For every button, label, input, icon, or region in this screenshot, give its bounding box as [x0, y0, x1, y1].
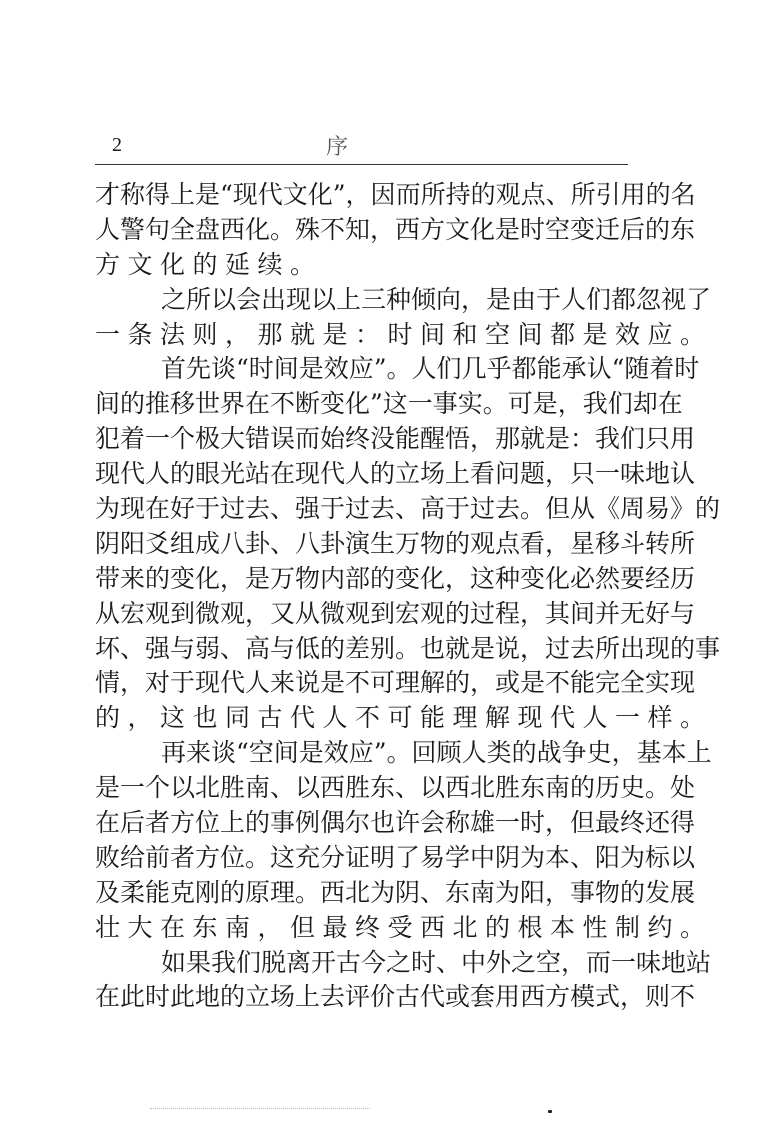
- text-line: 及柔能克刚的原理。西北为阴、东南为阳，事物的发展: [95, 877, 696, 907]
- text-line: 再来谈“空间是效应”。回顾人类的战争史，基本上: [161, 738, 712, 768]
- text-line: 从宏观到微观，又从微观到宏观的过程，其间并无好与: [95, 598, 696, 628]
- scan-noise: [150, 1108, 370, 1110]
- text-line: 人警句全盘西化。殊不知，西方文化是时空变迁后的东: [95, 214, 696, 244]
- text-line: 情，对于现代人来说是不可理解的，或是不能完全实现: [95, 668, 696, 698]
- text-line: 带来的变化，是万物内部的变化，这种变化必然要经历: [95, 563, 696, 593]
- paragraph: [95, 736, 713, 945]
- text-line: 阴阳爻组成八卦、八卦演生万物的观点看，星移斗转所: [95, 528, 696, 558]
- text-line: 间的推移世界在不断变化”这一事实。可是，我们却在: [95, 389, 683, 419]
- running-head: 序: [326, 135, 349, 160]
- text-line: 首先谈“时间是效应”。人们几乎都能承认“随着时: [161, 354, 700, 384]
- paragraph: [95, 283, 713, 353]
- header-rule: [95, 164, 628, 165]
- paragraph: [95, 352, 721, 736]
- page-number: 2: [112, 134, 122, 156]
- text-line: 现代人的眼光站在现代人的立场上看问题，只一味地认: [95, 459, 696, 489]
- text-line: 一条法则，那就是：时间和空间都是效应。: [95, 319, 713, 349]
- text-line: 是一个以北胜南、以西胜东、以西北胜东南的历史。处: [95, 773, 696, 803]
- scan-dot: [548, 1110, 552, 1113]
- text-line: 在此时此地的立场上去评价古代或套用西方模式，则不: [95, 982, 696, 1012]
- text-line: 如果我们脱离开古今之时、中外之空，而一味地站: [161, 947, 712, 977]
- text-line: 坏、强与弱、高与低的差别。也就是说，过去所出现的事: [95, 633, 721, 663]
- text-line: 败给前者方位。这充分证明了易学中阴为本、阳为标以: [95, 842, 696, 872]
- text-line: 才称得上是“现代文化”，因而所持的观点、所引用的名: [95, 180, 696, 209]
- text-line: 犯着一个极大错误而始终没能醒悟，那就是：我们只用: [95, 424, 696, 454]
- paragraph: [95, 946, 712, 1016]
- text-line: 的，这也同古代人不可能理解现代人一样。: [95, 703, 713, 733]
- paragraph: [95, 178, 696, 283]
- text-line: 之所以会出现以上三种倾向，是由于人们都忽视了: [161, 284, 712, 314]
- text-line: 在后者方位上的事例偶尔也许会称雄一时，但最终还得: [95, 808, 696, 838]
- text-line: 为现在好于过去、强于过去、高于过去。但从《周易》的: [95, 494, 721, 524]
- body-text: [95, 178, 721, 1015]
- text-line: 壮大在东南，但最终受西北的根本性制约。: [95, 912, 713, 942]
- text-line: 方文化的延续。: [95, 249, 323, 279]
